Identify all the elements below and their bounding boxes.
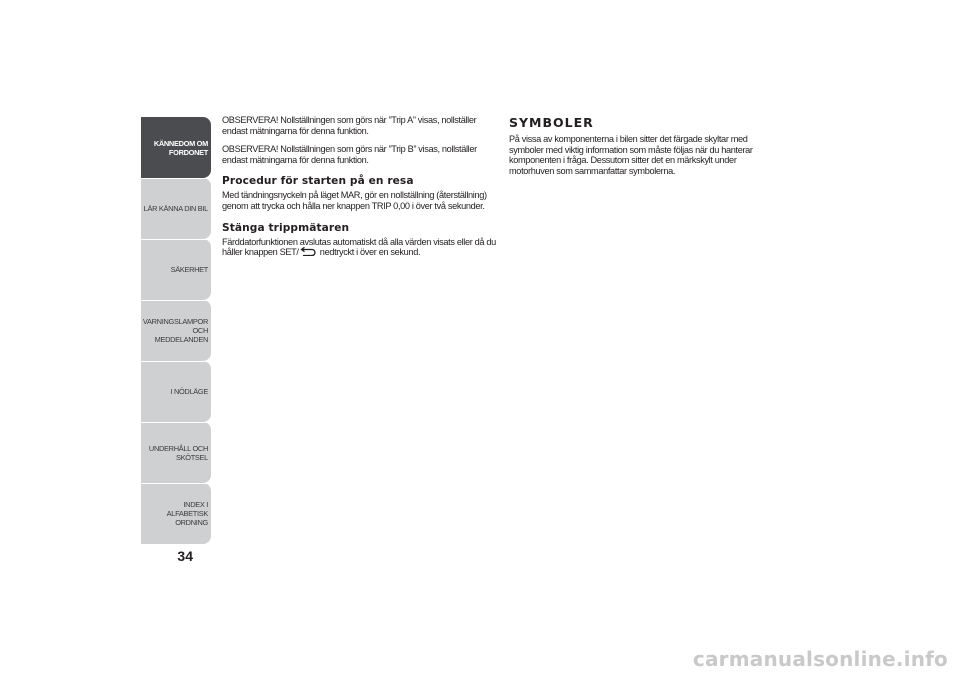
tab-label-line: ORDNING xyxy=(175,518,208,527)
tab-divider xyxy=(141,483,211,484)
tab-kannedom-om-fordonet[interactable] xyxy=(141,117,211,178)
right-column xyxy=(509,115,771,184)
note-trip-b: OBSERVERA! Nollställningen som görs när ”Trip B” visas, nollställer endast mätningarna för denna funktion. xyxy=(222,144,477,165)
tab-label-line: OCH MEDDELANDEN xyxy=(154,326,208,344)
tab-varningslampor[interactable] xyxy=(141,300,211,361)
tab-label xyxy=(141,500,208,527)
tab-label: SÄKERHET xyxy=(170,265,208,274)
heading-start-procedure: Procedur för starten på en resa xyxy=(222,175,414,188)
tab-index[interactable] xyxy=(141,483,211,544)
return-arrow-icon xyxy=(300,247,316,256)
tab-label-line: KÄNNEDOM OM xyxy=(153,138,208,148)
page-number: 34 xyxy=(177,548,193,564)
close-trip-text xyxy=(222,237,496,258)
symboler-text: På vissa av komponenterna i bilen sitter det färgade skyltar med symboler med viktig information som måste följas när du hanterar komponenten i fråga. Dessutom sitter det en märkskylt under motorhuven som sammanfattar symbolerna. xyxy=(509,134,753,176)
tab-label-line: SKÖTSEL xyxy=(176,452,208,462)
heading-close-trip: Stänga trippmätaren xyxy=(222,221,350,234)
tab-label: I NÖDLÄGE xyxy=(170,387,208,396)
heading-symboler: SYMBOLER xyxy=(509,115,594,130)
tab-label xyxy=(141,317,208,344)
close-text-before: Färddatorfunktionen avslutas automatiskt då alla värden visats eller då du håller knappen SET/ xyxy=(222,236,496,258)
tab-sakerhet[interactable] xyxy=(141,239,211,300)
tab-label-line: INDEX I ALFABETISK xyxy=(166,500,208,518)
tab-label-line: FORDONET xyxy=(168,147,208,157)
tab-label-line: VARNINGSLAMPOR xyxy=(142,317,208,326)
close-text-after: nedtryckt i över en sekund. xyxy=(317,247,421,258)
tab-lar-kanna-din-bil[interactable] xyxy=(141,178,211,239)
tab-i-nodlage[interactable] xyxy=(141,361,211,422)
note-trip-a: OBSERVERA! Nollställningen som görs när ”Trip A” visas, nollställer endast mätningarna för denna funktion. xyxy=(222,115,477,136)
tab-label xyxy=(149,444,208,462)
tab-divider xyxy=(141,422,211,423)
start-procedure-text: Med tändningsnyckeln på läget MAR, gör en nollställning (återställning) genom att trycka och hålla ner knappen TRIP 0,00 i över två sekunder. xyxy=(222,190,487,211)
tab-underhall-och-skotsel[interactable] xyxy=(141,422,211,483)
tab-divider xyxy=(141,361,211,362)
tab-divider xyxy=(141,239,211,240)
chapter-tabs xyxy=(141,117,211,544)
tab-label xyxy=(154,139,208,157)
left-column xyxy=(222,115,496,266)
watermark: carmanualsonline.info xyxy=(692,647,948,671)
tab-label-line: UNDERHÅLL OCH xyxy=(148,443,208,453)
tab-label: LÄR KÄNNA DIN BIL xyxy=(143,204,208,213)
tab-divider xyxy=(141,178,211,179)
tab-divider xyxy=(141,300,211,301)
